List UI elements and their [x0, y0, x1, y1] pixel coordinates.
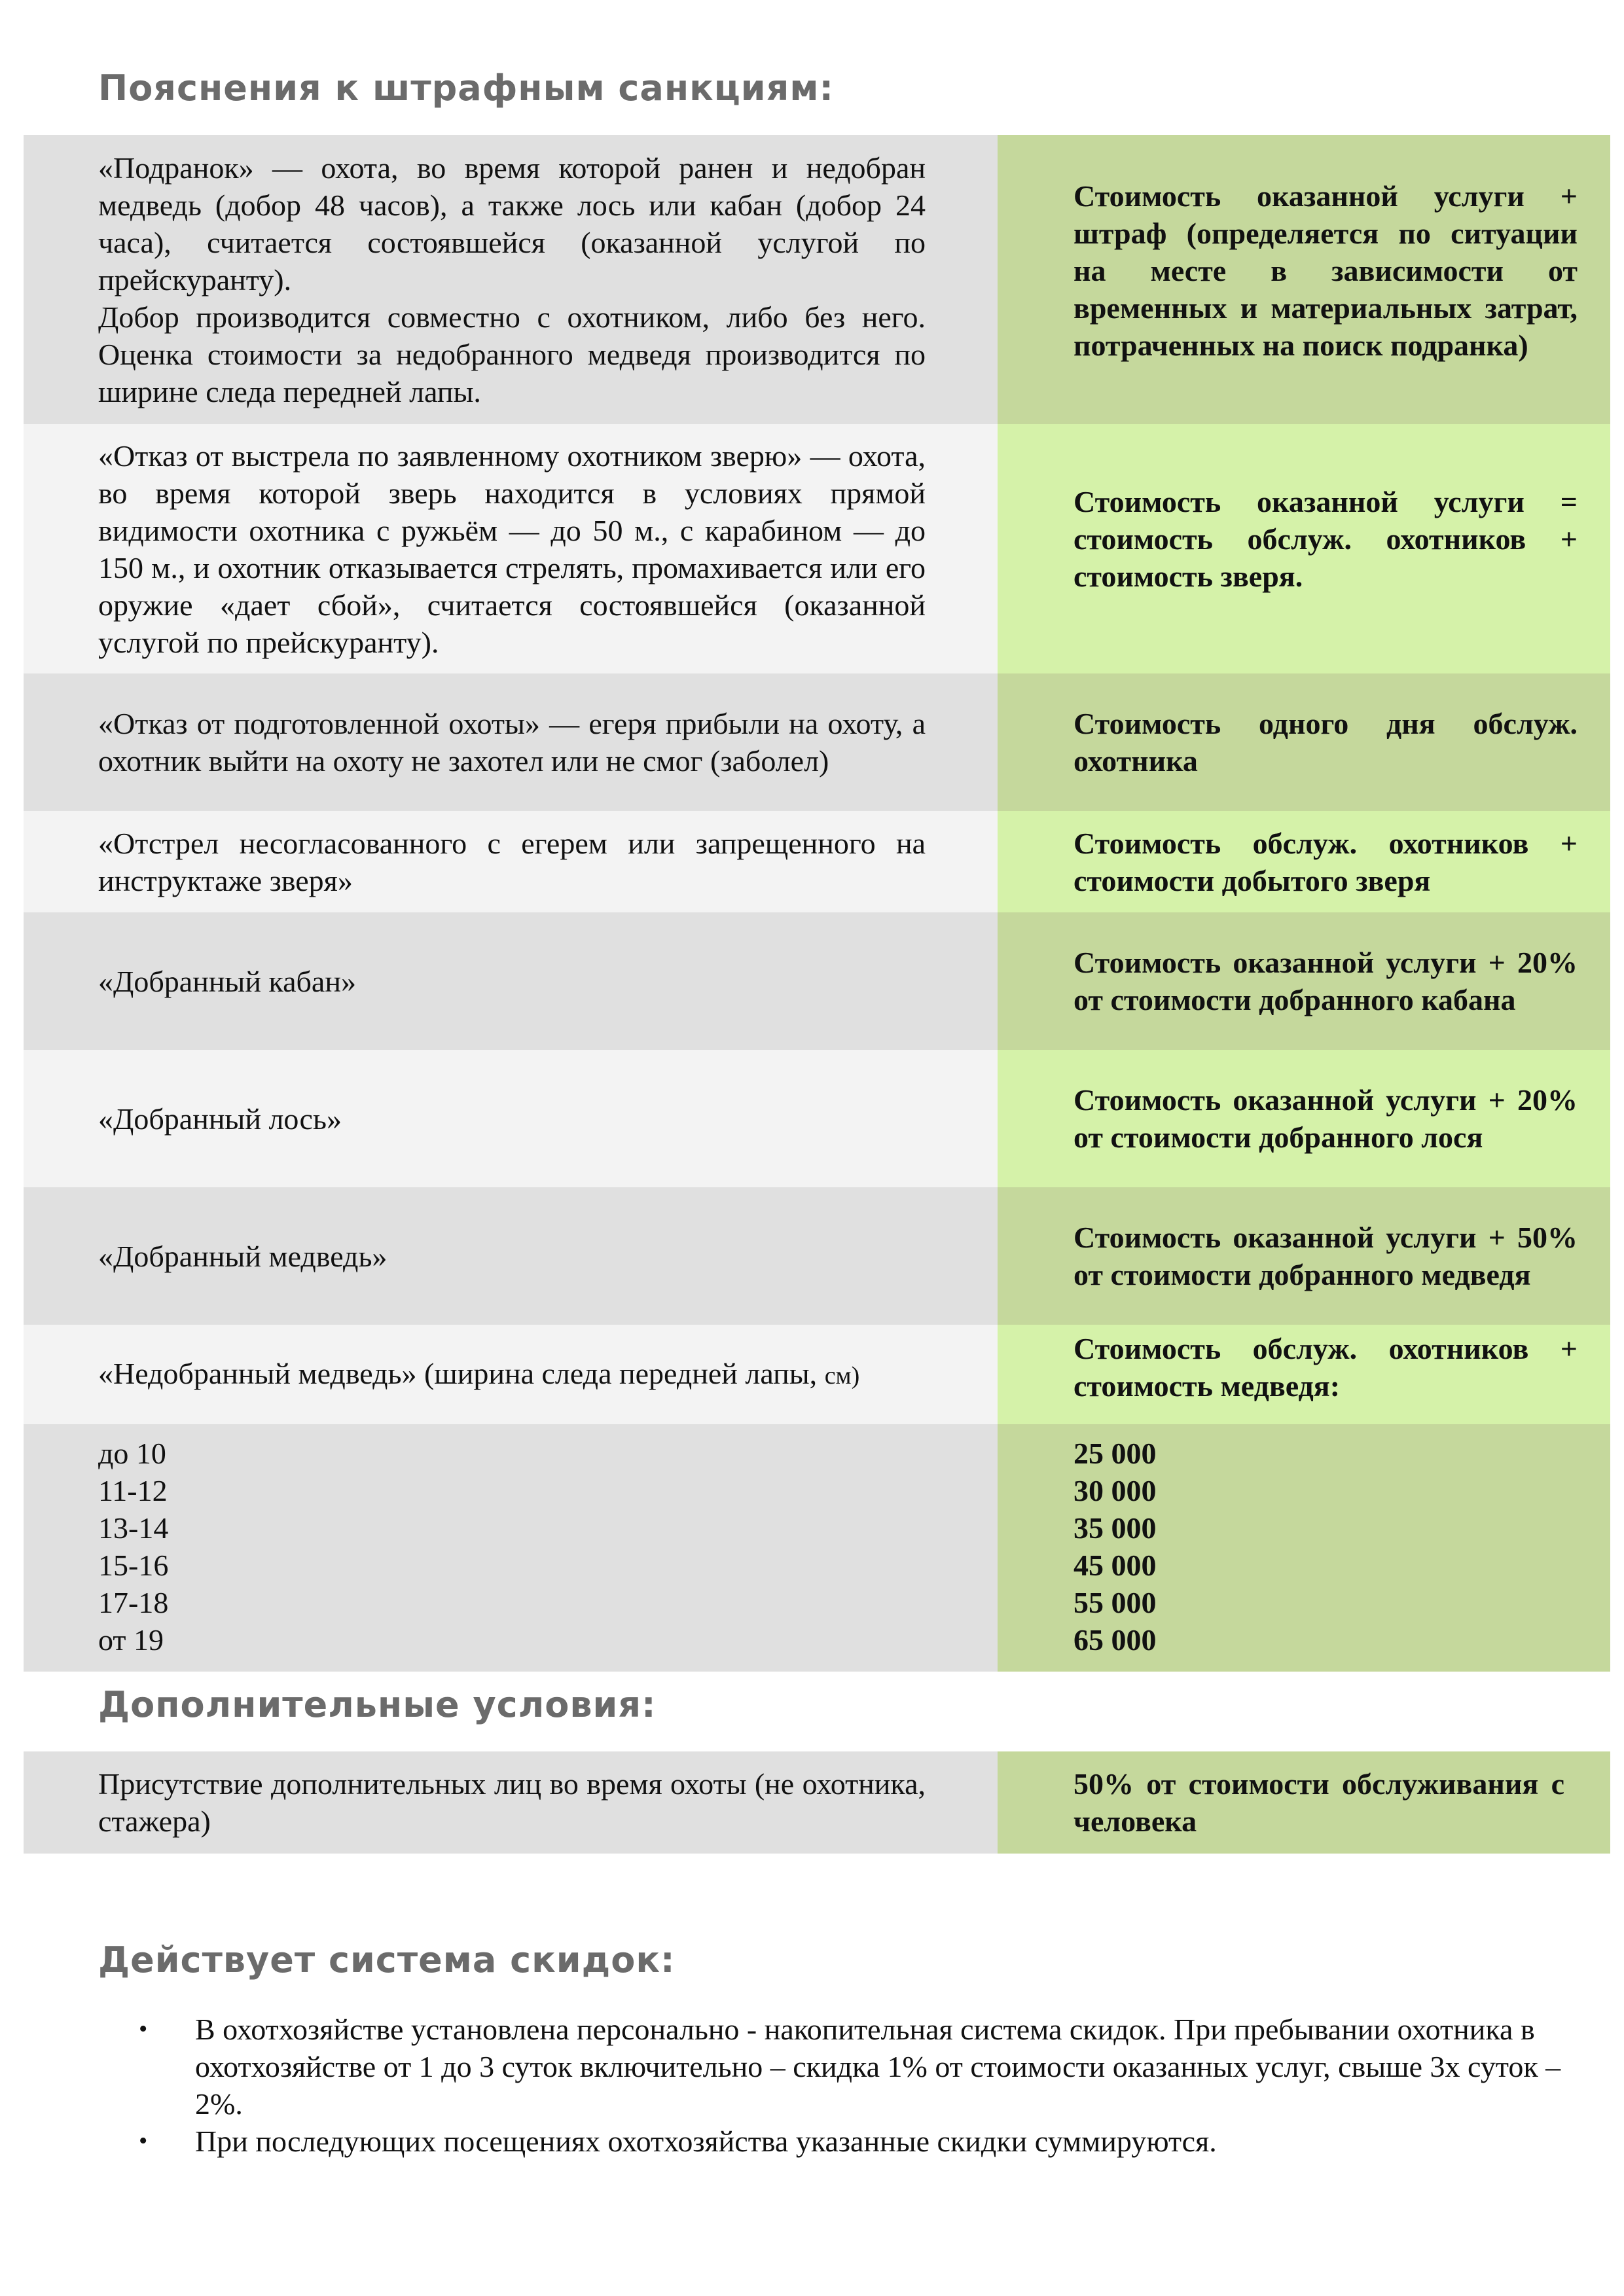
table-row [24, 1050, 1610, 1187]
paw-size: 13-14 [98, 1511, 169, 1545]
paw-price-cell [998, 1424, 1610, 1672]
table-row [24, 424, 1610, 673]
cost-text: Стоимость одного дня обслуж. охотника [1074, 707, 1578, 778]
table-row [24, 1751, 1610, 1854]
cost-text: Стоимость обслуж. охотников + стоимость медведя: [1074, 1332, 1578, 1403]
condition-text: «Добранный медведь» [98, 1239, 388, 1273]
cost-cell [998, 1325, 1610, 1424]
paw-size-row [24, 1424, 1610, 1672]
cost-text: Стоимость оказанной услуги + штраф (определяется по ситуации на месте в зависимости от временных и материальных затрат, потраченных на поиск подранка) [1074, 179, 1578, 362]
condition-text: «Подранок» — охота, во время которой ранен и недобран медведь (добор 48 часов), а также лось или кабан (добор 24 часа), считается состоявшейся (оказанной услугой по прейскуранту). [98, 151, 926, 296]
cost-text: Стоимость обслуж. охотников + стоимости добытого зверя [1074, 826, 1578, 897]
penalties-table [24, 135, 1610, 1672]
condition-text: «Добранный лось» [98, 1102, 342, 1136]
paw-size: 17-18 [98, 1586, 169, 1619]
cost-cell [998, 1187, 1610, 1325]
condition-cell [24, 424, 998, 673]
condition-text: Присутствие дополнительных лиц во время охоты (не охотника, стажера) [98, 1767, 926, 1838]
condition-cell [24, 135, 998, 424]
additional-heading: Дополнительные условия: [98, 1684, 657, 1725]
cost-cell [998, 811, 1610, 912]
cost-text: Стоимость оказанной услуги + 50% от стоимости добранного медведя [1074, 1221, 1578, 1291]
paw-size: до 10 [98, 1437, 166, 1470]
table-row [24, 135, 1610, 424]
table-row [24, 673, 1610, 811]
cost-cell [998, 424, 1610, 673]
condition-text: «Отказ от подготовленной охоты» — егеря прибыли на охоту, а охотник выйти на охоту не захотел или не смог (заболел) [98, 707, 926, 778]
paw-size: 15-16 [98, 1549, 169, 1582]
cost-cell [998, 135, 1610, 424]
additional-table [24, 1751, 1610, 1854]
paw-size-list [98, 1435, 926, 1659]
condition-text: «Добранный кабан» [98, 964, 356, 998]
paw-price-list [1074, 1435, 1578, 1659]
paw-price: 55 000 [1074, 1586, 1157, 1619]
paw-size-cell [24, 1424, 998, 1672]
discounts-heading: Действует система скидок: [98, 1939, 676, 1981]
cost-text: Стоимость оказанной услуги + 20% от стоимости добранного лося [1074, 1083, 1578, 1154]
cost-cell [998, 1751, 1610, 1854]
cost-cell [998, 912, 1610, 1050]
table-row [24, 811, 1610, 912]
penalties-heading: Пояснения к штрафным санкциям: [98, 67, 835, 109]
table-row [24, 1187, 1610, 1325]
paw-size: 11-12 [98, 1474, 168, 1507]
table-row [24, 912, 1610, 1050]
condition-cell [24, 1050, 998, 1187]
condition-text: «Отказ от выстрела по заявленному охотником зверю» — охота, во время которой зверь находится в условиях прямой видимости охотника с ружьём — до 50 м., с карабином — до 150 м., и охотник отказывается стрелять, промахивается или его оружие «дает сбой», считается состоявшейся (оказанной услугой по прейскуранту). [98, 439, 926, 659]
paw-price: 65 000 [1074, 1623, 1157, 1657]
paw-price: 35 000 [1074, 1511, 1157, 1545]
condition-cell [24, 1325, 998, 1424]
condition-cell [24, 811, 998, 912]
cost-text: 50% от стоимости обслуживания с человека [1074, 1767, 1564, 1838]
condition-cell [24, 1751, 998, 1854]
cost-text: Стоимость оказанной услуги + 20% от стоимости добранного кабана [1074, 946, 1578, 1016]
paw-price: 30 000 [1074, 1474, 1157, 1507]
condition-extra-text: Добор производится совместно с охотником, либо без него. Оценка стоимости за недобранного медведя производится по ширине следа передней лапы. [98, 300, 926, 408]
list-item [139, 2011, 1579, 2123]
cost-cell [998, 673, 1610, 811]
condition-main: «Недобранный медведь» (ширина следа передней лапы, [98, 1356, 818, 1390]
condition-cell [24, 673, 998, 811]
cost-text: Стоимость оказанной услуги = стоимость обслуж. охотников + стоимость зверя. [1074, 485, 1578, 593]
condition-unit: см) [824, 1361, 860, 1390]
table-row [24, 1325, 1610, 1424]
paw-size: от 19 [98, 1623, 164, 1657]
paw-price: 25 000 [1074, 1437, 1157, 1470]
condition-text [98, 1355, 926, 1395]
condition-cell [24, 912, 998, 1050]
condition-cell [24, 1187, 998, 1325]
discount-text: В охотхозяйстве установлена персонально - накопительная система скидок. При пребывании охотника в охотхозяйстве от 1 до 3 суток включительно – скидка 1% от стоимости оказанных услуг, свыше 3х суток – 2%. [195, 2013, 1561, 2121]
condition-text: «Отстрел несогласованного с егерем или запрещенного на инструктаже зверя» [98, 826, 926, 897]
discounts-list [139, 2011, 1579, 2160]
bullet-icon: • [139, 2127, 148, 2155]
cost-cell [998, 1050, 1610, 1187]
paw-price: 45 000 [1074, 1549, 1157, 1582]
bullet-icon: • [139, 2015, 148, 2043]
discount-text: При последующих посещениях охотхозяйства указанные скидки суммируются. [195, 2125, 1217, 2158]
list-item [139, 2123, 1579, 2160]
